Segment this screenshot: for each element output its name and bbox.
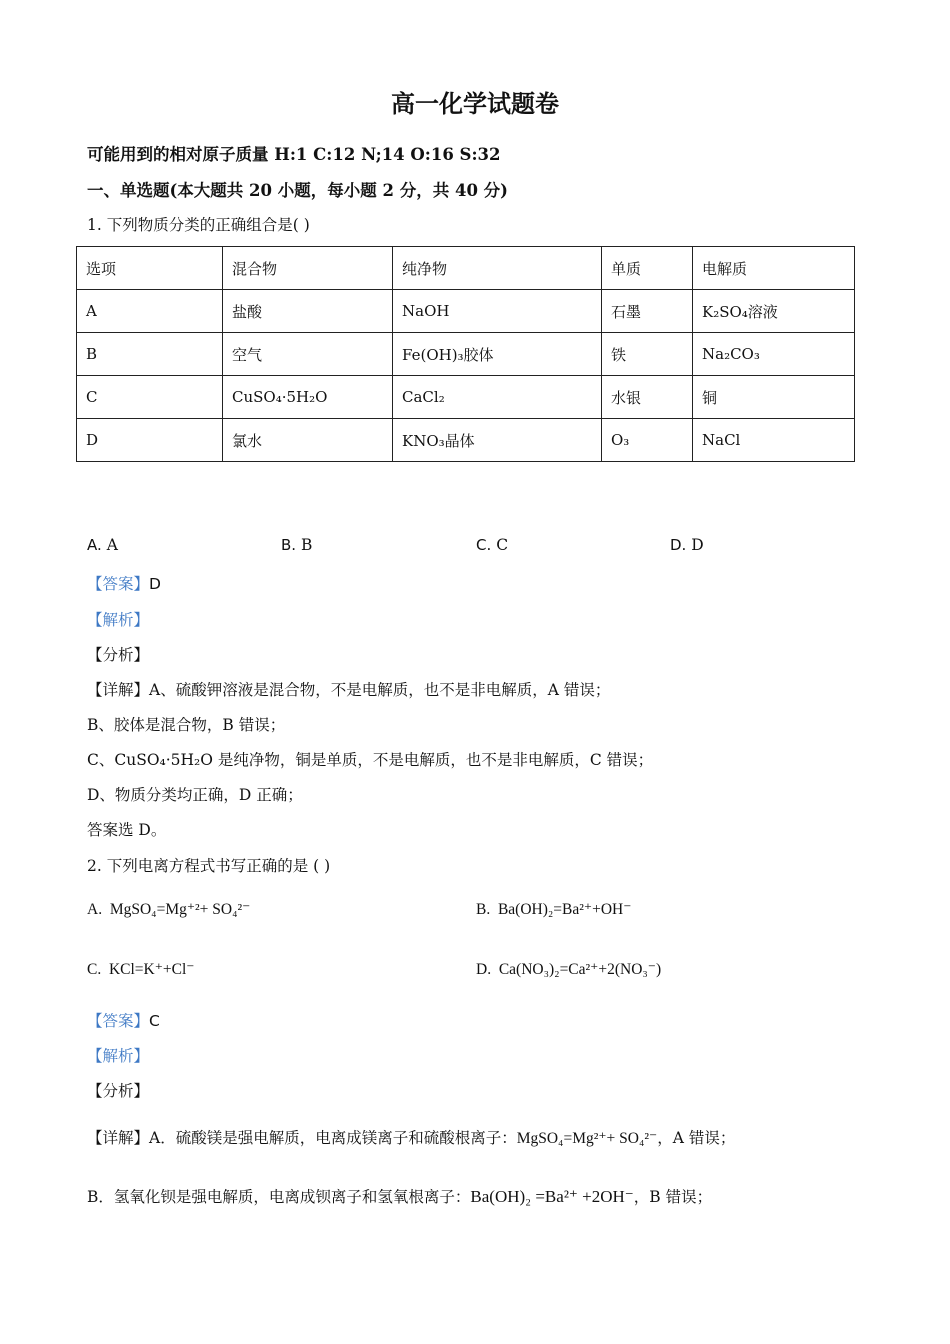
answer-tag: 【答案】 [87, 1012, 150, 1030]
answer-value: C [149, 1012, 160, 1030]
table-cell: Na₂CO₃ [693, 333, 855, 376]
option-letter: D. [670, 536, 687, 554]
q1-option-a [87, 536, 118, 554]
table-cell: O₃ [602, 419, 693, 462]
q1-option-c [476, 536, 508, 554]
atomic-mass-line: 可能用到的相对原子质量 H:1 C:12 N;14 O:16 S:32 [87, 145, 501, 164]
q1-detail-line: 【详解】A、硫酸钾溶液是混合物，不是电解质，也不是非电解质，A 错误； [87, 681, 611, 699]
table-cell: KNO₃晶体 [393, 419, 602, 462]
q2-option-c [87, 960, 195, 979]
detail-text: 【详解】A．硫酸镁是强电解质，电离成镁离子和硫酸根离子： [87, 1129, 517, 1147]
option-text: KCl=K⁺+Cl⁻ [108, 961, 195, 978]
detail-text: ，B 错误； [633, 1188, 713, 1206]
table-cell: Fe(OH)₃胶体 [393, 333, 602, 376]
option-text: MgSO₄=Mg⁺²+ SO₄²⁻ [109, 901, 251, 918]
q2-answer [87, 1009, 160, 1031]
table-row [77, 376, 855, 419]
table-header-cell: 选项 [77, 247, 223, 290]
q2-option-a [87, 900, 250, 919]
q2-analysis-tag: 【解析】 [87, 1047, 150, 1065]
option-letter: C. [476, 536, 492, 554]
table-cell: A [77, 290, 223, 333]
option-text: D [691, 536, 704, 554]
table-cell: 盐酸 [223, 290, 393, 333]
q1-answer [87, 572, 161, 594]
option-text: Ca(NO₃)₂=Ca²⁺+2(NO₃⁻) [498, 961, 662, 978]
table-cell: 空气 [223, 333, 393, 376]
detail-text: B．氢氧化钡是强电解质，电离成钡离子和氢氧根离子： [87, 1188, 471, 1206]
table-row [77, 290, 855, 333]
option-letter: A. [87, 536, 102, 554]
option-letter: A. [87, 901, 103, 918]
option-text: Ba(OH)₂=Ba²⁺+OH⁻ [497, 901, 632, 918]
table-row [77, 419, 855, 462]
q1-option-b [281, 536, 312, 554]
option-letter: C. [87, 961, 102, 978]
q1-stem: 1. 下列物质分类的正确组合是( ) [87, 216, 310, 234]
q1-fenxi-tag: 【分析】 [87, 646, 150, 664]
table-header-cell: 电解质 [693, 247, 855, 290]
table-cell: D [77, 419, 223, 462]
detail-equation: Ba(OH)₂ =Ba²⁺ +2OH⁻ [470, 1187, 634, 1206]
option-text: B [301, 536, 313, 554]
detail-equation: MgSO₄=Mg²⁺+ SO₄²⁻ [516, 1130, 658, 1147]
option-letter: D. [476, 961, 492, 978]
detail-text: ，A 错误； [657, 1129, 736, 1147]
table-header-cell: 混合物 [223, 247, 393, 290]
table-row [77, 333, 855, 376]
q1-detail-line: C、CuSO₄·5H₂O 是纯净物，铜是单质，不是电解质，也不是非电解质，C 错误； [87, 751, 654, 769]
q1-detail-line: B、胶体是混合物，B 错误； [87, 716, 286, 734]
table-cell: 水银 [602, 376, 693, 419]
q1-detail-line: 答案选 D。 [87, 821, 167, 839]
table-cell: NaCl [693, 419, 855, 462]
q2-fenxi-tag: 【分析】 [87, 1082, 150, 1100]
table-cell: 氯水 [223, 419, 393, 462]
option-text: C [496, 536, 509, 554]
table-cell: CaCl₂ [393, 376, 602, 419]
option-text: A [106, 536, 118, 554]
answer-tag: 【答案】 [87, 575, 150, 593]
table-cell: NaOH [393, 290, 602, 333]
table-header-cell: 单质 [602, 247, 693, 290]
section-heading: 一、单选题(本大题共 20 小题，每小题 2 分，共 40 分) [87, 181, 508, 200]
q2-option-d [476, 960, 661, 979]
q2-stem: 2. 下列电离方程式书写正确的是 ( ) [87, 857, 331, 875]
option-letter: B. [476, 901, 491, 918]
table-header-row [77, 247, 855, 290]
q2-option-b [476, 900, 631, 919]
answer-value: D [149, 575, 161, 593]
table-cell: 铜 [693, 376, 855, 419]
table-cell: B [77, 333, 223, 376]
classification-table [76, 246, 855, 462]
table-cell: 铁 [602, 333, 693, 376]
table-cell: K₂SO₄溶液 [693, 290, 855, 333]
table-cell: CuSO₄·5H₂O [223, 376, 393, 419]
option-letter: B. [281, 536, 297, 554]
table-cell: C [77, 376, 223, 419]
table-header-cell: 纯净物 [393, 247, 602, 290]
q1-analysis-tag: 【解析】 [87, 611, 150, 629]
q1-option-d [670, 536, 704, 554]
q2-detail-a [87, 1126, 735, 1148]
q1-detail-line: D、物质分类均正确，D 正确； [87, 786, 303, 804]
q2-detail-b [87, 1185, 712, 1207]
table-cell: 石墨 [602, 290, 693, 333]
page-title: 高一化学试题卷 [391, 90, 559, 118]
